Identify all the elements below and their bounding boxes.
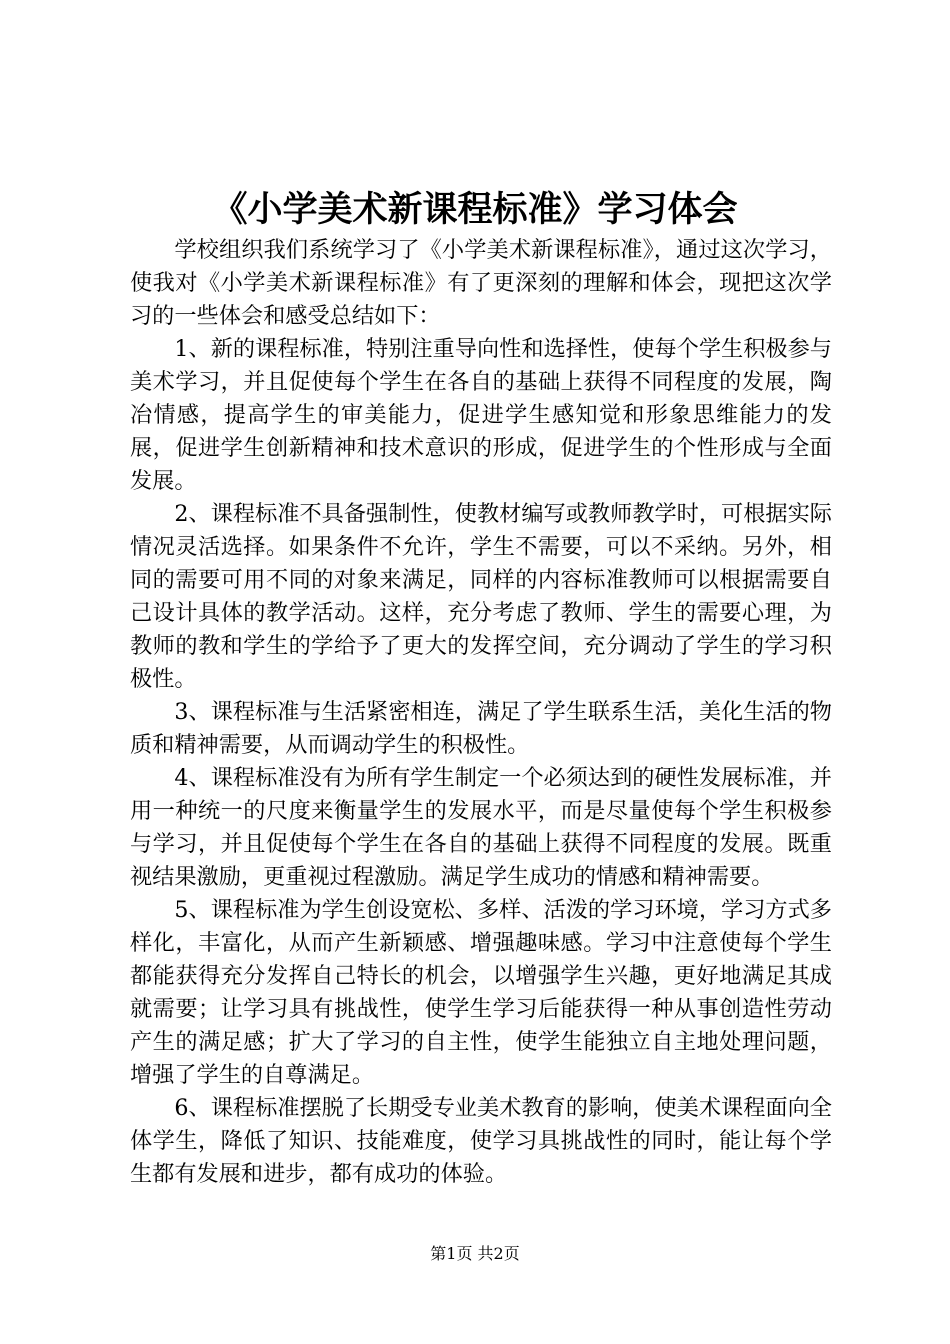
point-4-paragraph: 4、课程标准没有为所有学生制定一个必须达到的硬性发展标准，并用一种统一的尺度来衡量学生的发展水平，而是尽量使每个学生积极参与学习，并且促使每个学生在各自的基础上获得不同程度的发展。既重视结果激励，更重视过程激励。满足学生成功的情感和精神需要。 bbox=[130, 765, 832, 890]
document-body bbox=[130, 234, 832, 1191]
point-2-paragraph: 2、课程标准不具备强制性，使教材编写或教师教学时，可根据实际情况灵活选择。如果条件不允许，学生不需要，可以不采纳。另外，相同的需要可用不同的对象来满足，同样的内容标准教师可以根据需要自己设计具体的教学活动。这样，充分考虑了教师、学生的需要心理，为教师的教和学生的学给予了更大的发挥空间，充分调动了学生的学习积极性。 bbox=[130, 501, 832, 692]
document-title: 《小学美术新课程标准》学习体会 bbox=[212, 190, 738, 230]
point-5-paragraph: 5、课程标准为学生创设宽松、多样、活泼的学习环境，学习方式多样化，丰富化，从而产生新颖感、增强趣味感。学习中注意使每个学生都能获得充分发挥自己特长的机会，以增强学生兴趣，更好地满足其成就需要；让学习具有挑战性，使学生学习后能获得一种从事创造性劳动产生的满足感；扩大了学习的自主性，使学生能独立自主地处理问题，增强了学生的自尊满足。 bbox=[130, 897, 832, 1088]
point-6-paragraph: 6、课程标准摆脱了长期受专业美术教育的影响，使美术课程面向全体学生，降低了知识、技能难度，使学习具挑战性的同时，能让每个学生都有发展和进步，都有成功的体验。 bbox=[130, 1095, 832, 1187]
intro-paragraph: 学校组织我们系统学习了《小学美术新课程标准》，通过这次学习，使我对《小学美术新课程标准》有了更深刻的理解和体会，现把这次学习的一些体会和感受总结如下： bbox=[130, 237, 832, 329]
page-footer: 第1页 共2页 bbox=[430, 1244, 520, 1263]
point-3-paragraph: 3、课程标准与生活紧密相连，满足了学生联系生活，美化生活的物质和精神需要，从而调动学生的积极性。 bbox=[130, 699, 832, 758]
point-1-paragraph: 1、新的课程标准，特别注重导向性和选择性，使每个学生积极参与美术学习，并且促使每个学生在各自的基础上获得不同程度的发展，陶冶情感，提高学生的审美能力，促进学生感知觉和形象思维能力的发展，促进学生创新精神和技术意识的形成，促进学生的个性形成与全面发展。 bbox=[130, 336, 832, 494]
